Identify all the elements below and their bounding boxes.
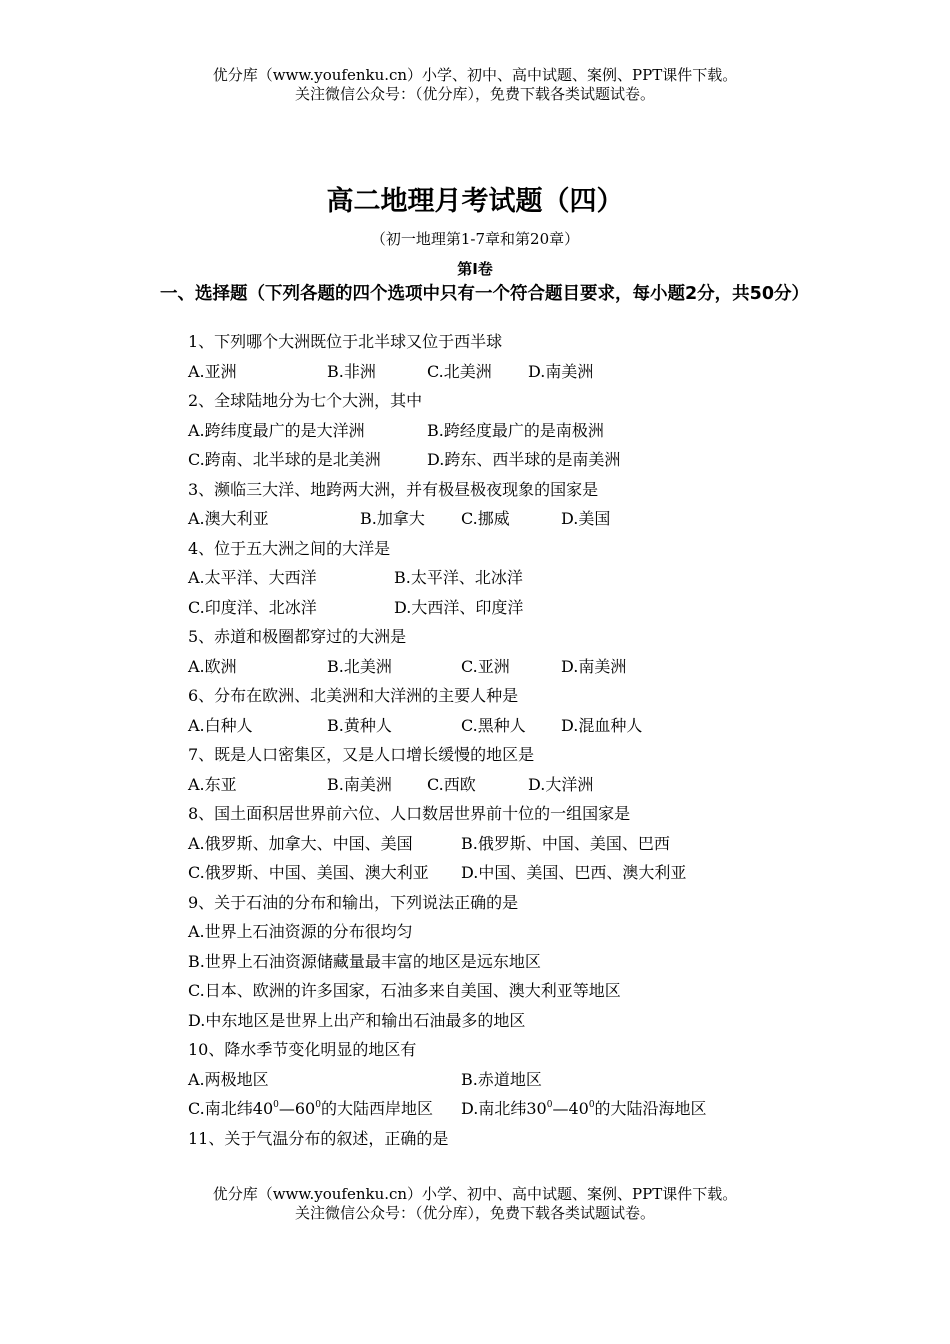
option-c: C.印度洋、北冰洋 (188, 598, 317, 617)
option-b: B.赤道地区 (461, 1070, 542, 1089)
question-stem: 1、下列哪个大洲既位于北半球又位于西半球 (188, 332, 503, 351)
option-c: C.日本、欧洲的许多国家，石油多来自美国、澳大利亚等地区 (188, 981, 621, 1000)
option-a: A.俄罗斯、加拿大、中国、美国 (188, 834, 413, 853)
header-line-1: 优分库（www.youfenku.cn）小学、初中、高中试题、案例、PPT课件下载。 (212, 66, 738, 84)
option-d: D.中国、美国、巴西、澳大利亚 (461, 863, 687, 882)
option-b: B.非洲 (327, 362, 376, 381)
option-c: C.跨南、北半球的是北美洲 (188, 450, 381, 469)
exam-title: 高二地理月考试题（四） (326, 186, 624, 217)
option-b: B.北美洲 (327, 657, 392, 676)
question-stem: 2、全球陆地分为七个大洲，其中 (188, 391, 423, 410)
page-footer (0, 1185, 950, 1223)
question-stem: 9、关于石油的分布和输出，下列说法正确的是 (188, 893, 519, 912)
exam-subtitle: （初一地理第1-7章和第20章） (370, 230, 580, 248)
question-stem: 11、关于气温分布的叙述，正确的是 (188, 1129, 449, 1148)
option-d: D.跨东、西半球的是南美洲 (427, 450, 621, 469)
option-c: C.南北纬$40^0—60^0$的大陆西岸地区 (188, 1099, 433, 1118)
header-line-2: 关注微信公众号：（优分库），免费下载各类试题试卷。 (294, 85, 655, 103)
question-stem: 7、既是人口密集区，又是人口增长缓慢的地区是 (188, 745, 535, 764)
option-b: B.世界上石油资源储藏量最丰富的地区是远东地区 (188, 952, 541, 971)
option-c: C.亚洲 (461, 657, 510, 676)
question-stem: 10、降水季节变化明显的地区有 (188, 1040, 417, 1059)
question-stem: 4、位于五大洲之间的大洋是 (188, 539, 391, 558)
option-c: C.西欧 (427, 775, 476, 794)
option-a: A.白种人 (188, 716, 253, 735)
question-stem: 3、濒临三大洋、地跨两大洲，并有极昼极夜现象的国家是 (188, 480, 599, 499)
option-c: C.黑种人 (461, 716, 526, 735)
option-a: A.两极地区 (188, 1070, 269, 1089)
option-a: A.世界上石油资源的分布很均匀 (188, 922, 413, 941)
option-b: B.南美洲 (327, 775, 392, 794)
question-stem: 8、国土面积居世界前六位、人口数居世界前十位的一组国家是 (188, 804, 631, 823)
footer-line-2: 关注微信公众号：（优分库），免费下载各类试题试卷。 (294, 1204, 655, 1222)
option-d: D.南美洲 (528, 362, 594, 381)
option-a: A.澳大利亚 (188, 509, 269, 528)
option-a: A.跨纬度最广的是大洋洲 (188, 421, 365, 440)
option-b: B.俄罗斯、中国、美国、巴西 (461, 834, 670, 853)
footer-line-1: 优分库（www.youfenku.cn）小学、初中、高中试题、案例、PPT课件下载。 (212, 1185, 738, 1203)
option-c: C.俄罗斯、中国、美国、澳大利亚 (188, 863, 429, 882)
question-stem: 6、分布在欧洲、北美洲和大洋洲的主要人种是 (188, 686, 519, 705)
volume-label: 第Ⅰ卷 (457, 260, 493, 278)
option-a: A.太平洋、大西洋 (188, 568, 317, 587)
option-d: D.美国 (561, 509, 611, 528)
option-a: A.欧洲 (188, 657, 237, 676)
option-c: C.北美洲 (427, 362, 492, 381)
option-a: A.亚洲 (188, 362, 237, 381)
option-d: D.中东地区是世界上出产和输出石油最多的地区 (188, 1011, 526, 1030)
option-d: D.大西洋、印度洋 (394, 598, 524, 617)
option-b: B.加拿大 (360, 509, 425, 528)
section-instruction: 一、选择题（下列各题的四个选项中只有一个符合题目要求，每小题2分，共50分） (160, 284, 810, 304)
option-b: B.黄种人 (327, 716, 392, 735)
option-d: D.南北纬$30^0—40^0$的大陆沿海地区 (461, 1099, 707, 1118)
option-c: C.挪威 (461, 509, 510, 528)
option-a: A.东亚 (188, 775, 237, 794)
option-d: D.南美洲 (561, 657, 627, 676)
option-d: D.混血种人 (561, 716, 643, 735)
option-d: D.大洋洲 (528, 775, 594, 794)
question-stem: 5、赤道和极圈都穿过的大洲是 (188, 627, 407, 646)
option-b: B.太平洋、北冰洋 (394, 568, 523, 587)
option-b: B.跨经度最广的是南极洲 (427, 421, 604, 440)
page-header (0, 66, 950, 104)
